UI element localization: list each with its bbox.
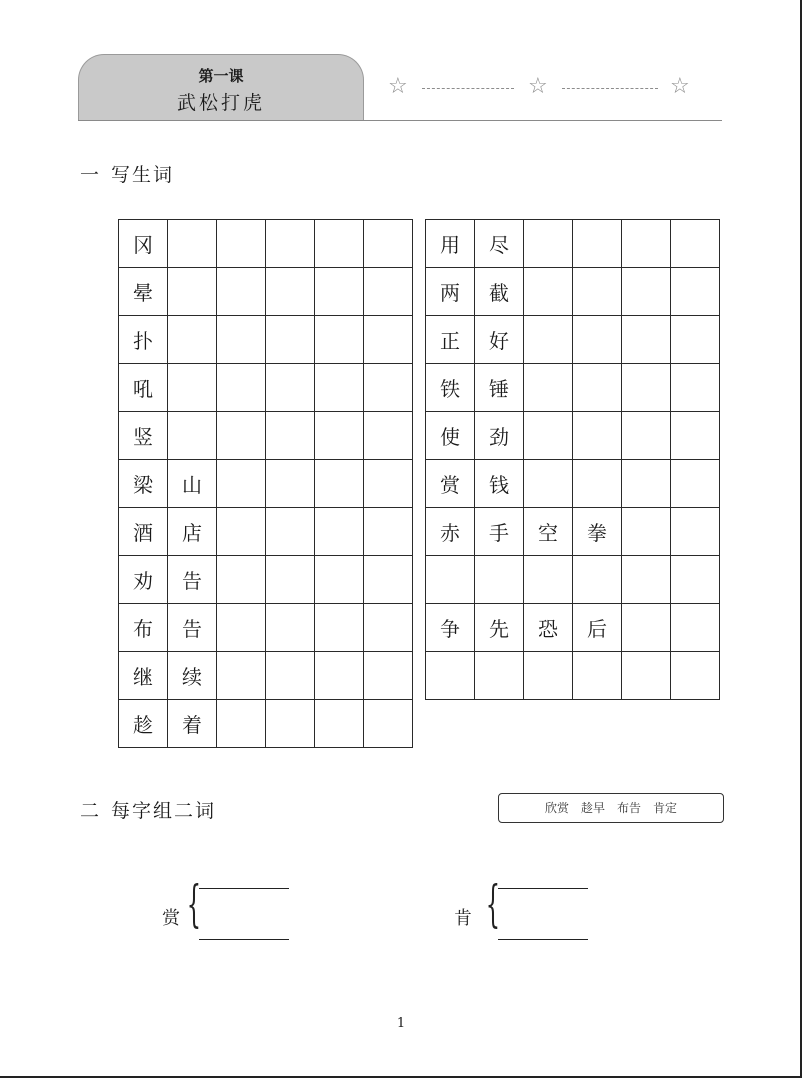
- star-icon: ☆: [388, 74, 408, 99]
- grid-cell: 赤: [426, 508, 475, 556]
- grid-cell[interactable]: [217, 652, 266, 700]
- word-bank-item: 布告: [617, 801, 642, 815]
- grid-cell: 扑: [119, 316, 168, 364]
- grid-cell: 拳: [573, 508, 622, 556]
- section-1-heading: [80, 160, 174, 187]
- page-number: 1: [396, 1016, 406, 1031]
- grid-cell[interactable]: [315, 316, 364, 364]
- lesson-tab: [78, 54, 364, 121]
- grid-cell: 梁: [119, 460, 168, 508]
- header-rule: [78, 120, 722, 121]
- grid-cell[interactable]: [217, 364, 266, 412]
- grid-cell[interactable]: [671, 220, 720, 268]
- grid-cell[interactable]: [426, 652, 475, 700]
- grid-row: [119, 316, 413, 364]
- grid-cell: 后: [573, 604, 622, 652]
- grid-cell[interactable]: [622, 652, 671, 700]
- section-2-title: 每字组二词: [111, 800, 217, 822]
- grid-cell: 着: [168, 700, 217, 748]
- grid-row: [119, 556, 413, 604]
- grid-cell[interactable]: [364, 508, 413, 556]
- grid-cell: 续: [168, 652, 217, 700]
- grid-cell[interactable]: [364, 460, 413, 508]
- grid-cell: 布: [119, 604, 168, 652]
- grid-cell: 继: [119, 652, 168, 700]
- grid-cell: 晕: [119, 268, 168, 316]
- grid-cell[interactable]: [671, 652, 720, 700]
- word-bank-item: 趁早: [580, 801, 605, 815]
- star-icon: ☆: [670, 74, 690, 99]
- grid-cell[interactable]: [622, 412, 671, 460]
- grid-row: [426, 460, 720, 508]
- grid-cell: 空: [524, 508, 573, 556]
- dashed-line: [422, 88, 514, 89]
- grid-cell[interactable]: [315, 556, 364, 604]
- grid-cell[interactable]: [217, 508, 266, 556]
- grid-row: [119, 268, 413, 316]
- grid-cell: 告: [168, 604, 217, 652]
- grid-row: [426, 316, 720, 364]
- grid-cell[interactable]: [168, 316, 217, 364]
- star-decoration: [388, 74, 708, 104]
- section-2-number: 二: [80, 800, 102, 822]
- grid-cell[interactable]: [524, 316, 573, 364]
- section-1-title: 写生词: [111, 164, 175, 186]
- grid-cell: 劲: [475, 412, 524, 460]
- lesson-number: 第一课: [198, 67, 244, 85]
- grid-row: [119, 412, 413, 460]
- grid-cell[interactable]: [364, 220, 413, 268]
- grid-cell[interactable]: [573, 316, 622, 364]
- grid-cell: 尽: [475, 220, 524, 268]
- grid-cell: 铁: [426, 364, 475, 412]
- writing-grid-left: [118, 219, 413, 748]
- grid-cell[interactable]: [266, 604, 315, 652]
- star-icon: ☆: [528, 74, 548, 99]
- grid-cell[interactable]: [364, 604, 413, 652]
- brace-icon: {: [485, 875, 501, 933]
- grid-cell[interactable]: [573, 412, 622, 460]
- grid-cell: 手: [475, 508, 524, 556]
- grid-cell[interactable]: [266, 556, 315, 604]
- grid-cell: 山: [168, 460, 217, 508]
- grid-cell[interactable]: [266, 700, 315, 748]
- grid-cell[interactable]: [671, 604, 720, 652]
- grid-row: [426, 364, 720, 412]
- grid-cell[interactable]: [217, 268, 266, 316]
- grid-cell[interactable]: [475, 652, 524, 700]
- grid-cell[interactable]: [266, 460, 315, 508]
- grid-cell: 两: [426, 268, 475, 316]
- word-bank: [498, 793, 724, 823]
- grid-cell: 吼: [119, 364, 168, 412]
- grid-cell: 使: [426, 412, 475, 460]
- grid-row: [119, 460, 413, 508]
- grid-cell: 店: [168, 508, 217, 556]
- answer-blank[interactable]: [199, 888, 289, 889]
- grid-cell[interactable]: [217, 412, 266, 460]
- grid-row: [426, 556, 720, 604]
- answer-blank[interactable]: [498, 939, 588, 940]
- grid-row: [119, 700, 413, 748]
- grid-cell[interactable]: [217, 220, 266, 268]
- grid-cell[interactable]: [266, 412, 315, 460]
- grid-cell[interactable]: [364, 412, 413, 460]
- grid-cell[interactable]: [622, 604, 671, 652]
- grid-row: [426, 604, 720, 652]
- grid-cell: 好: [475, 316, 524, 364]
- grid-row: [426, 220, 720, 268]
- exercise-char: 肯: [454, 908, 472, 929]
- grid-cell[interactable]: [315, 220, 364, 268]
- grid-cell[interactable]: [168, 268, 217, 316]
- grid-cell: 冈: [119, 220, 168, 268]
- grid-cell[interactable]: [524, 268, 573, 316]
- word-bank-item: 欣赏: [544, 801, 569, 815]
- section-2-heading: [80, 796, 216, 823]
- grid-cell[interactable]: [168, 364, 217, 412]
- grid-cell[interactable]: [217, 700, 266, 748]
- grid-row: [426, 412, 720, 460]
- lesson-title: 武松打虎: [176, 92, 265, 114]
- grid-cell[interactable]: [622, 508, 671, 556]
- grid-cell[interactable]: [217, 556, 266, 604]
- grid-cell[interactable]: [622, 220, 671, 268]
- grid-cell: 先: [475, 604, 524, 652]
- grid-cell[interactable]: [364, 556, 413, 604]
- word-bank-item: 肯定: [653, 801, 678, 815]
- grid-cell: 赏: [426, 460, 475, 508]
- grid-cell[interactable]: [671, 364, 720, 412]
- grid-cell: 截: [475, 268, 524, 316]
- grid-cell[interactable]: [217, 460, 266, 508]
- answer-blank[interactable]: [498, 888, 588, 889]
- grid-cell[interactable]: [573, 460, 622, 508]
- grid-cell[interactable]: [364, 652, 413, 700]
- grid-cell[interactable]: [168, 220, 217, 268]
- grid-cell[interactable]: [622, 316, 671, 364]
- grid-cell[interactable]: [573, 220, 622, 268]
- answer-blank[interactable]: [199, 939, 289, 940]
- grid-cell[interactable]: [622, 460, 671, 508]
- grid-row: [119, 364, 413, 412]
- grid-row: [426, 268, 720, 316]
- grid-cell: 争: [426, 604, 475, 652]
- grid-cell[interactable]: [315, 604, 364, 652]
- grid-row: [119, 220, 413, 268]
- grid-cell[interactable]: [364, 700, 413, 748]
- grid-cell[interactable]: [622, 268, 671, 316]
- grid-cell[interactable]: [671, 556, 720, 604]
- grid-cell[interactable]: [315, 412, 364, 460]
- grid-cell: 劝: [119, 556, 168, 604]
- grid-cell[interactable]: [315, 364, 364, 412]
- writing-grid-right: [425, 219, 720, 700]
- grid-cell[interactable]: [671, 268, 720, 316]
- grid-cell: 钱: [475, 460, 524, 508]
- grid-cell[interactable]: [622, 364, 671, 412]
- grid-cell[interactable]: [266, 508, 315, 556]
- grid-cell[interactable]: [524, 556, 573, 604]
- grid-cell[interactable]: [364, 316, 413, 364]
- grid-cell: 趁: [119, 700, 168, 748]
- grid-cell[interactable]: [573, 364, 622, 412]
- grid-row: [426, 652, 720, 700]
- grid-cell[interactable]: [364, 268, 413, 316]
- grid-row: [426, 508, 720, 556]
- grid-cell[interactable]: [573, 652, 622, 700]
- grid-cell: 锤: [475, 364, 524, 412]
- grid-cell: 告: [168, 556, 217, 604]
- grid-cell[interactable]: [168, 412, 217, 460]
- grid-cell: 竖: [119, 412, 168, 460]
- grid-cell[interactable]: [524, 220, 573, 268]
- grid-cell[interactable]: [315, 268, 364, 316]
- grid-cell[interactable]: [524, 412, 573, 460]
- grid-cell[interactable]: [573, 556, 622, 604]
- grid-row: [119, 508, 413, 556]
- grid-cell: 用: [426, 220, 475, 268]
- grid-cell[interactable]: [671, 508, 720, 556]
- section-1-number: 一: [80, 164, 102, 186]
- grid-cell[interactable]: [671, 460, 720, 508]
- grid-cell[interactable]: [266, 316, 315, 364]
- grid-cell[interactable]: [217, 316, 266, 364]
- grid-cell[interactable]: [475, 556, 524, 604]
- grid-cell[interactable]: [671, 316, 720, 364]
- grid-cell[interactable]: [217, 604, 266, 652]
- grid-cell[interactable]: [622, 556, 671, 604]
- grid-cell[interactable]: [315, 700, 364, 748]
- grid-row: [119, 652, 413, 700]
- grid-cell[interactable]: [315, 460, 364, 508]
- grid-cell[interactable]: [426, 556, 475, 604]
- dashed-line: [562, 88, 658, 89]
- grid-cell[interactable]: [573, 268, 622, 316]
- grid-cell: 酒: [119, 508, 168, 556]
- grid-cell[interactable]: [266, 220, 315, 268]
- grid-cell[interactable]: [364, 364, 413, 412]
- grid-cell[interactable]: [266, 364, 315, 412]
- grid-cell: 恐: [524, 604, 573, 652]
- grid-cell: 正: [426, 316, 475, 364]
- grid-cell[interactable]: [524, 652, 573, 700]
- grid-cell[interactable]: [315, 652, 364, 700]
- grid-cell[interactable]: [315, 508, 364, 556]
- brace-icon: {: [186, 875, 202, 933]
- grid-cell[interactable]: [524, 364, 573, 412]
- exercise-char: 赏: [162, 908, 180, 929]
- grid-cell[interactable]: [671, 412, 720, 460]
- grid-row: [119, 604, 413, 652]
- grid-cell[interactable]: [524, 460, 573, 508]
- grid-cell[interactable]: [266, 652, 315, 700]
- grid-cell[interactable]: [266, 268, 315, 316]
